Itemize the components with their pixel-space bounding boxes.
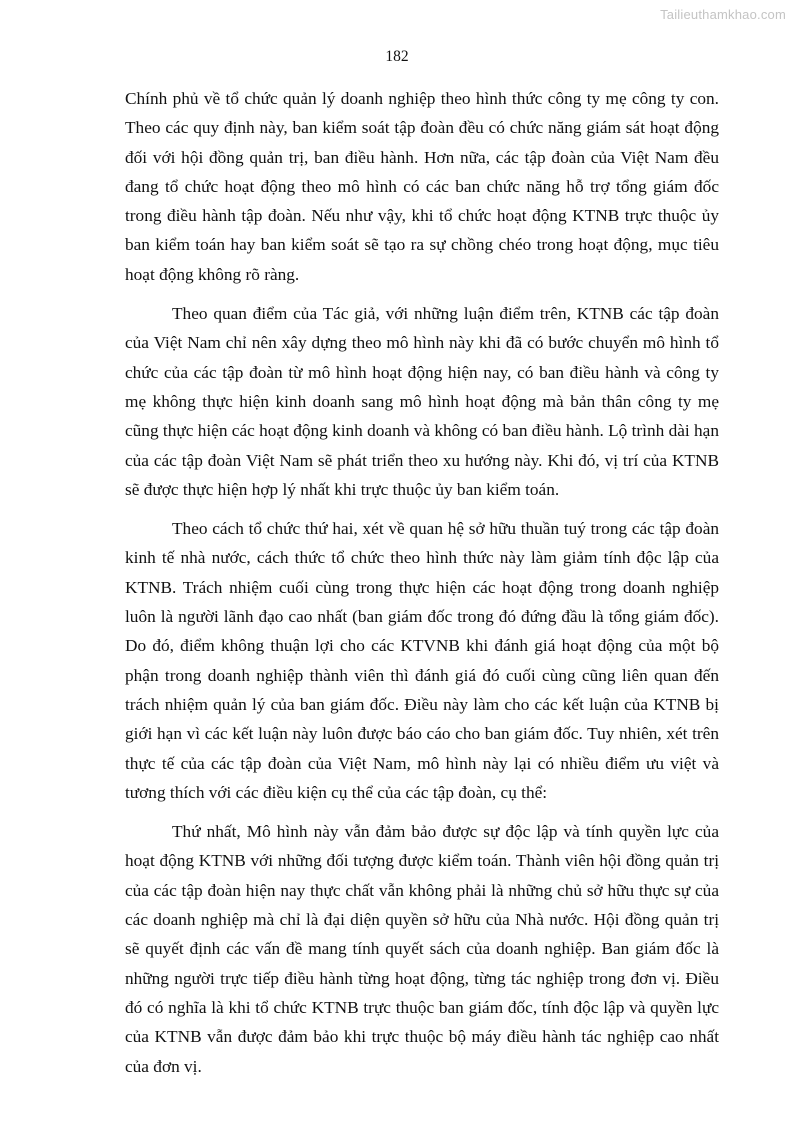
paragraph-1: Chính phủ về tổ chức quản lý doanh nghiệp theo hình thức công ty mẹ công ty con. Theo các quy định này, ban kiểm soát tập đoàn đều có chức năng giám sát hoạt động đối với hội đồng quản trị, ban điều hành. Hơn nữa, các tập đoàn của Việt Nam đều đang tổ chức hoạt động theo mô hình có các ban chức năng hỗ trợ tổng giám đốc trong điều hành tập đoàn. Nếu như vậy, khi tổ chức hoạt động KTNB trực thuộc ủy ban kiểm toán hay ban kiểm soát sẽ tạo ra sự chồng chéo trong hoạt động, mục tiêu hoạt động không rõ ràng.	[125, 89, 719, 284]
watermark-text: Tailieuthamkhao.com	[660, 7, 786, 22]
paragraph-2: Theo quan điểm của Tác giả, với những luận điểm trên, KTNB các tập đoàn của Việt Nam chỉ nên xây dựng theo mô hình này khi đã có bước chuyển mô hình tổ chức của các tập đoàn từ mô hình hoạt động hiện nay, có ban điều hành và công ty mẹ không thực hiện kinh doanh sang mô hình hoạt động mà bản thân công ty mẹ cũng thực hiện các hoạt động kinh doanh và không có ban điều hành. Lộ trình dài hạn của các tập đoàn Việt Nam sẽ phát triển theo xu hướng này. Khi đó, vị trí của KTNB sẽ được thực hiện hợp lý nhất khi trực thuộc ủy ban kiểm toán.	[125, 304, 719, 499]
paragraph-3: Theo cách tổ chức thứ hai, xét về quan hệ sở hữu thuần tuý trong các tập đoàn kinh tế nhà nước, cách thức tổ chức theo hình thức này làm giảm tính độc lập của KTNB. Trách nhiệm cuối cùng trong thực hiện các hoạt động trong doanh nghiệp luôn là người lãnh đạo cao nhất (ban giám đốc trong đó đứng đầu là tổng giám đốc). Do đó, điểm không thuận lợi cho các KTVNB khi đánh giá hoạt động của một bộ phận trong doanh nghiệp thành viên thì đánh giá đó cuối cùng cũng liên quan đến trách nhiệm quản lý của ban giám đốc. Điều này làm cho các kết luận của KTNB bị giới hạn vì các kết luận này luôn được báo cáo cho ban giám đốc. Tuy nhiên, xét trên thực tế của các tập đoàn của Việt Nam, mô hình này lại có nhiều điểm ưu việt và tương thích với các điều kiện cụ thể của các tập đoàn, cụ thể:	[125, 519, 719, 802]
page-number: 182	[385, 48, 409, 65]
document-body	[125, 84, 719, 1091]
paragraph-4: Thứ nhất, Mô hình này vẫn đảm bảo được sự độc lập và tính quyền lực của hoạt động KTNB với những đối tượng được kiểm toán. Thành viên hội đồng quản trị của các tập đoàn hiện nay thực chất vẫn không phải là những chủ sở hữu thực sự của các doanh nghiệp mà chỉ là đại diện quyền sở hữu của Nhà nước. Hội đồng quản trị sẽ quyết định các vấn đề mang tính quyết sách của doanh nghiệp. Ban giám đốc là những người trực tiếp điều hành từng hoạt động, từng tác nghiệp trong đơn vị. Điều đó có nghĩa là khi tổ chức KTNB trực thuộc ban giám đốc, tính độc lập và quyền lực của KTNB vẫn được đảm bảo khi trực thuộc bộ máy điều hành tác nghiệp cao nhất của đơn vị.	[125, 822, 719, 1076]
